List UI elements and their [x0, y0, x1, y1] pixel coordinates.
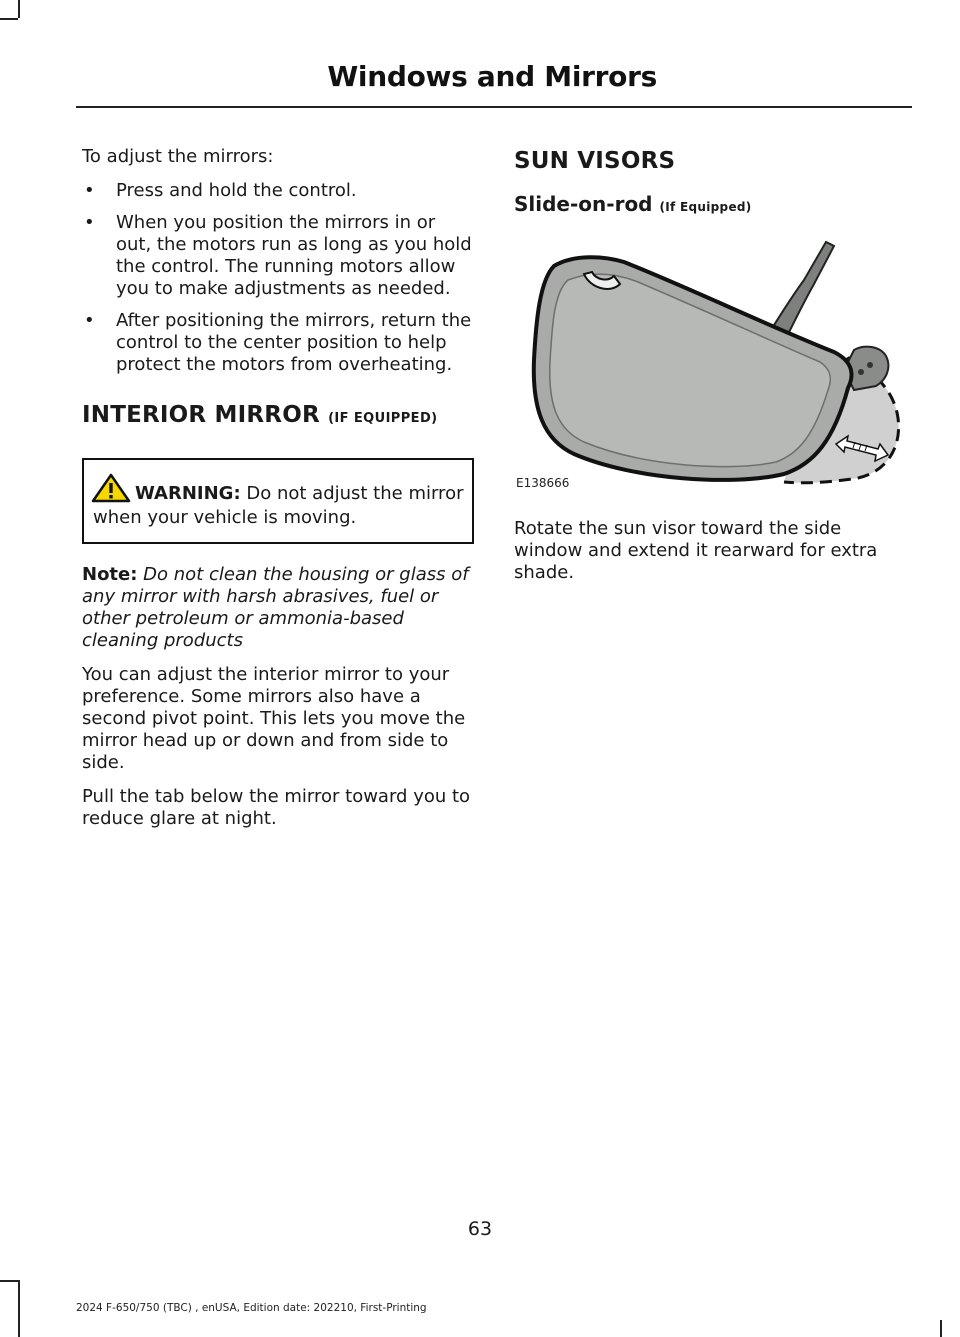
bullet-glyph: •	[84, 180, 95, 201]
subsection-title: Slide-on-rod	[514, 192, 653, 216]
subsection-qualifier: (If Equipped)	[659, 200, 752, 214]
page-number: 63	[467, 1218, 493, 1240]
body-paragraph: You can adjust the interior mirror to your preference. Some mirrors also have a second pivot point. This lets you move the mirror head up or down and from side to side.	[82, 664, 466, 773]
list-item	[82, 310, 474, 376]
list-item	[82, 212, 474, 300]
warning-triangle-icon	[91, 473, 131, 503]
list-item-text: When you position the mirrors in or out, the motors run as long as you hold the control. The running motors allow you to make adjustments as needed.	[116, 212, 472, 299]
header-rule	[76, 106, 912, 108]
section-title: INTERIOR MIRROR	[82, 402, 320, 428]
bullet-glyph: •	[84, 212, 95, 233]
slide-on-rod-heading	[514, 192, 910, 216]
sun-visors-heading: SUN VISORS	[514, 148, 676, 174]
interior-mirror-heading	[82, 402, 474, 428]
section-qualifier: (IF EQUIPPED)	[328, 411, 438, 426]
sun-visor-figure	[514, 240, 910, 500]
warning-box	[82, 458, 474, 544]
crop-mark-top-left-h	[0, 18, 18, 20]
crop-mark-bottom-left	[18, 1280, 20, 1337]
note-text: Do not clean the housing or glass of any mirror with harsh abrasives, fuel or other petroleum or ammonia-based cleaning products	[82, 564, 469, 651]
figure-code: E138666	[516, 476, 570, 490]
warning-text: Do not adjust the mirror when your vehicle is moving.	[93, 483, 464, 528]
crop-mark-top-left	[18, 0, 20, 18]
body-paragraph: Pull the tab below the mirror toward you to reduce glare at night.	[82, 786, 471, 829]
crop-mark-bottom-right	[940, 1320, 942, 1337]
sun-visor-illustration	[514, 240, 910, 500]
mirror-adjust-list	[82, 180, 474, 376]
page-header-title: Windows and Mirrors	[327, 60, 657, 93]
list-item	[82, 180, 474, 202]
left-column	[82, 146, 474, 842]
warning-label: WARNING:	[135, 483, 241, 504]
note-label: Note:	[82, 564, 138, 585]
sun-visor-caption: Rotate the sun visor toward the side window and extend it rearward for extra shade.	[514, 518, 878, 583]
note-paragraph	[82, 564, 474, 652]
edition-footer: 2024 F-650/750 (TBC) , enUSA, Edition date: 202210, First-Printing	[76, 1302, 427, 1314]
mirror-adjust-intro: To adjust the mirrors:	[82, 146, 274, 167]
crop-mark-bottom-left-h	[0, 1280, 18, 1282]
list-item-text: Press and hold the control.	[116, 180, 357, 201]
bullet-glyph: •	[84, 310, 95, 331]
list-item-text: After positioning the mirrors, return the control to the center position to help protect the motors from overheating.	[116, 310, 472, 375]
right-column	[514, 146, 910, 596]
